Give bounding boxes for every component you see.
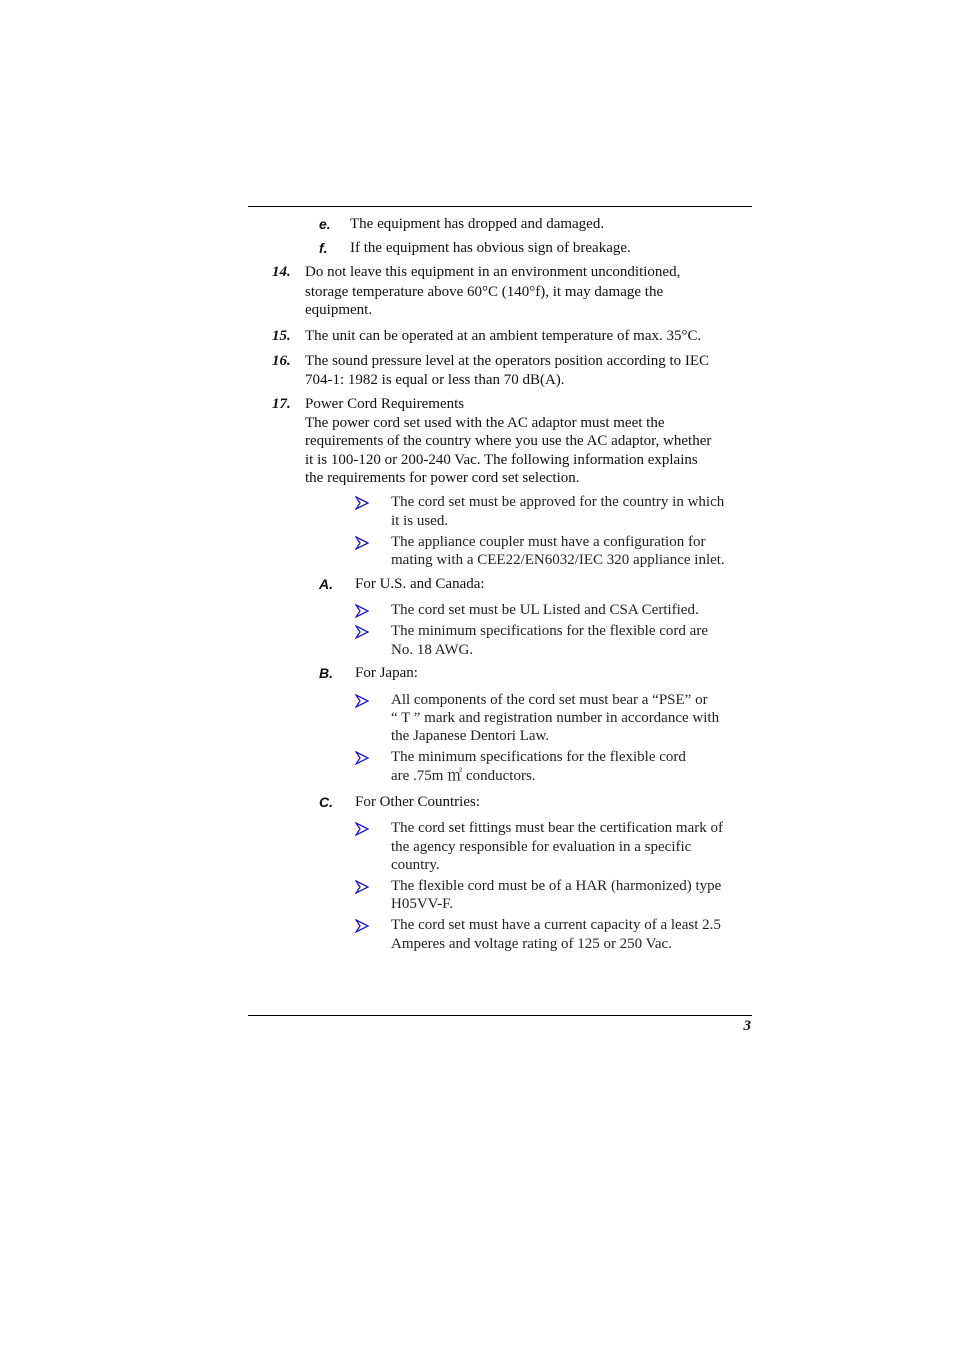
general-bullet-1-line-2: it is used. [391, 513, 449, 529]
item-16-line-1: The sound pressure level at the operators position according to IEC [305, 353, 710, 369]
section-c-bullet-1-line-3: country. [391, 857, 440, 873]
section-b-bullet-2-line-1: The minimum specifications for the flexible cord [391, 749, 686, 765]
item-17-line-5: the requirements for power cord set selection. [305, 470, 580, 486]
arrow-bullet-icon [355, 536, 369, 550]
section-c-bullet-2-line-1: The flexible cord must be of a HAR (harmonized) type [391, 878, 722, 894]
section-c-bullet-3-line-1: The cord set must have a current capacity of a least 2.5 [391, 917, 721, 933]
item-14-line-3: equipment. [305, 302, 373, 318]
arrow-bullet-icon [355, 919, 369, 933]
general-bullet-2-line-2: mating with a CEE22/EN6032/IEC 320 appliance inlet. [391, 552, 725, 568]
item-marker-17: 17. [272, 396, 291, 412]
section-a-title: For U.S. and Canada: [355, 576, 485, 592]
item-17-line-4: it is 100-120 or 200-240 Vac. The following information explains [305, 452, 698, 468]
arrow-bullet-icon [355, 496, 369, 510]
section-b-title: For Japan: [355, 665, 418, 681]
item-marker-14: 14. [272, 264, 291, 280]
item-17-line-1: Power Cord Requirements [305, 396, 465, 412]
arrow-bullet-icon [355, 880, 369, 894]
general-bullet-1-line-1: The cord set must be approved for the country in which [391, 494, 725, 510]
arrow-bullet-icon [355, 751, 369, 765]
section-a-bullet-2-line-1: The minimum specifications for the flexible cord are [391, 623, 708, 639]
section-a-bullet-2-line-2: No. 18 AWG. [391, 642, 474, 658]
item-17-line-2: The power cord set used with the AC adaptor must meet the [305, 415, 665, 431]
item-marker-15: 15. [272, 328, 291, 344]
item-text-f: If the equipment has obvious sign of breakage. [350, 240, 631, 256]
header-rule [248, 206, 752, 207]
section-c-marker: C. [319, 794, 333, 810]
item-16-line-2: 704-1: 1982 is equal or less than 70 dB(A). [305, 372, 565, 388]
arrow-bullet-icon [355, 694, 369, 708]
section-b-marker: B. [319, 665, 333, 681]
section-b-bullet-2-line-2: are .75m ㎡ conductors. [391, 768, 536, 784]
item-marker-16: 16. [272, 353, 291, 369]
section-a-bullet-1: The cord set must be UL Listed and CSA Certified. [391, 602, 699, 618]
section-b-bullet-1-line-1: All components of the cord set must bear a “PSE” or [391, 692, 708, 708]
section-c-bullet-2-line-2: H05VV-F. [391, 896, 454, 912]
general-bullet-2-line-1: The appliance coupler must have a configuration for [391, 534, 706, 550]
item-marker-e: e. [319, 216, 331, 232]
arrow-bullet-icon [355, 604, 369, 618]
section-c-title: For Other Countries: [355, 794, 480, 810]
arrow-bullet-icon [355, 822, 369, 836]
section-c-bullet-3-line-2: Amperes and voltage rating of 125 or 250 Vac. [391, 936, 672, 952]
item-marker-f: f. [319, 240, 328, 256]
item-14-line-1: Do not leave this equipment in an environment unconditioned, [305, 264, 681, 280]
section-c-bullet-1-line-2: the agency responsible for evaluation in a specific [391, 839, 692, 855]
page-number: 3 [743, 1018, 751, 1034]
item-17-line-3: requirements of the country where you use the AC adaptor, whether [305, 433, 712, 449]
section-a-marker: A. [319, 576, 333, 592]
footer-rule [248, 1015, 752, 1016]
section-b-bullet-1-line-3: the Japanese Dentori Law. [391, 728, 550, 744]
section-c-bullet-1-line-1: The cord set fittings must bear the certification mark of [391, 820, 723, 836]
item-text-e: The equipment has dropped and damaged. [350, 216, 605, 232]
item-15-text: The unit can be operated at an ambient temperature of max. 35°C. [305, 328, 702, 344]
section-b-bullet-1-line-2: “ T ” mark and registration number in accordance with [391, 710, 720, 726]
arrow-bullet-icon [355, 625, 369, 639]
item-14-line-2: storage temperature above 60°C (140°f), it may damage the [305, 284, 664, 300]
